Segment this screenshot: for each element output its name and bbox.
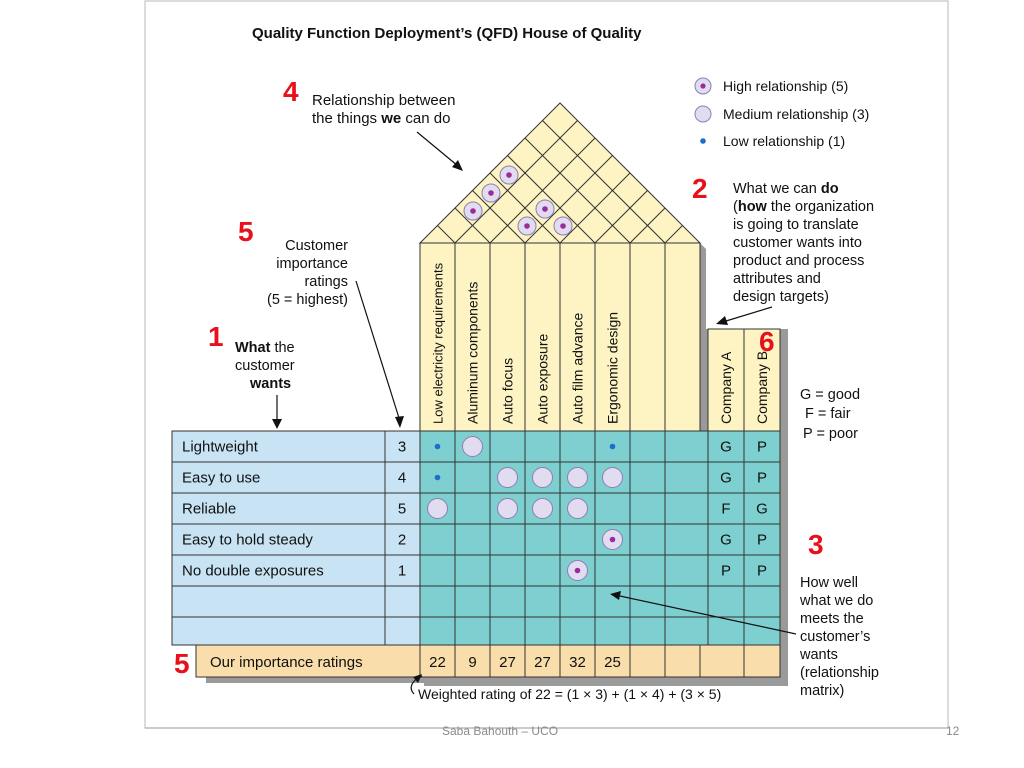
low-relationship-icon <box>435 444 441 450</box>
company-b-grade: P <box>756 531 768 549</box>
medium-relationship-icon <box>533 468 553 488</box>
column-label: Auto film advance <box>569 312 586 424</box>
customer-want: Reliable <box>182 500 237 518</box>
low-relationship-icon <box>700 138 706 144</box>
svg-text:customer’s: customer’s <box>800 629 871 645</box>
marker-matrix: 3 <box>808 529 824 560</box>
svg-text:How well: How well <box>800 575 859 591</box>
customer-want: No double exposures <box>182 562 324 580</box>
company-b-grade: P <box>756 438 768 456</box>
importance-rating: 5 <box>397 500 407 518</box>
column-label: Auto exposure <box>534 333 551 424</box>
high-relationship-dot <box>575 568 581 574</box>
svg-text:(relationship: (relationship <box>800 665 879 681</box>
footer-page-number: 12 <box>946 724 960 738</box>
roof-correlation-dot <box>560 223 566 229</box>
medium-relationship-icon <box>498 468 518 488</box>
company-a-grade: G <box>720 438 732 456</box>
grade-key-poor: P = poor <box>803 426 858 442</box>
importance-total: 25 <box>604 654 621 671</box>
roof-annotation-line1: Relationship between <box>312 92 456 109</box>
what-note-3: wants <box>250 376 292 392</box>
importance-note-3: ratings <box>304 274 348 290</box>
medium-relationship-icon <box>568 468 588 488</box>
svg-text:product and process: product and process <box>733 253 865 269</box>
importance-total: 22 <box>429 654 446 671</box>
totals-label: Our importance ratings <box>210 654 363 671</box>
grade-key-good: G = good <box>800 387 861 403</box>
medium-relationship-icon <box>603 468 623 488</box>
company-a-grade: G <box>720 531 732 549</box>
importance-rating: 3 <box>397 438 407 456</box>
company-label: Company A <box>718 351 734 424</box>
svg-text:matrix): matrix) <box>800 683 845 699</box>
importance-note-1: Customer <box>285 238 348 254</box>
company-a-grade: P <box>720 562 732 580</box>
marker-roof: 4 <box>283 76 299 107</box>
company-a-grade: F <box>721 500 731 518</box>
high-relationship-dot <box>700 83 705 88</box>
customer-want: Lightweight <box>182 438 258 456</box>
column-label: Auto focus <box>499 357 516 424</box>
roof-correlation-dot <box>470 208 476 214</box>
column-label: Aluminum components <box>464 281 481 424</box>
importance-rating: 2 <box>397 531 407 549</box>
marker-competitors: 6 <box>759 326 775 357</box>
importance-total: 32 <box>569 654 586 671</box>
legend-low: Low relationship (1) <box>723 133 846 149</box>
roof-correlation-dot <box>542 206 548 212</box>
roof-correlation-dot <box>524 223 530 229</box>
importance-total: 9 <box>468 654 477 671</box>
importance-note-4: (5 = highest) <box>266 292 348 308</box>
marker-hows: 2 <box>692 173 708 204</box>
importance-note-2: importance <box>276 256 348 272</box>
legend-medium: Medium relationship (3) <box>723 106 870 122</box>
marker-importance: 5 <box>238 216 254 247</box>
low-relationship-icon <box>435 475 441 481</box>
what-note-2: customer <box>235 358 295 374</box>
what-note-1: What the <box>235 340 295 356</box>
column-label: Low electricity requirements <box>430 262 446 424</box>
customer-want: Easy to use <box>182 469 261 487</box>
medium-relationship-icon <box>498 499 518 519</box>
customer-want: Easy to hold steady <box>182 531 313 549</box>
svg-text:meets the: meets the <box>800 611 864 627</box>
low-relationship-icon <box>610 444 616 450</box>
importance-total: 27 <box>499 654 516 671</box>
svg-text:design targets): design targets) <box>733 289 829 305</box>
medium-relationship-icon <box>428 499 448 519</box>
roof-correlation-dot <box>506 172 512 178</box>
medium-relationship-icon <box>533 499 553 519</box>
svg-text:attributes and: attributes and <box>733 271 821 287</box>
company-b-grade: P <box>756 562 768 580</box>
importance-rating: 1 <box>397 562 407 580</box>
medium-relationship-icon <box>568 499 588 519</box>
importance-rating: 4 <box>397 469 407 487</box>
column-label: Ergonomic design <box>604 311 621 424</box>
high-relationship-dot <box>610 537 616 543</box>
company-a-grade: G <box>720 469 732 487</box>
company-label: Company B <box>754 350 770 424</box>
marker-wants: 1 <box>208 321 224 352</box>
svg-text:(how the organization: (how the organization <box>733 199 875 215</box>
svg-text:What we can do: What we can do <box>733 181 839 197</box>
svg-text:wants: wants <box>800 647 838 663</box>
svg-text:what we do: what we do <box>800 593 874 609</box>
footer-author: Saba Bahouth – UCO <box>442 724 559 738</box>
figure-title: Quality Function Deployment’s (QFD) House of Quality <box>252 25 642 42</box>
marker-ratings: 5 <box>174 648 190 679</box>
legend-high: High relationship (5) <box>723 78 849 94</box>
roof-correlation-dot <box>488 190 494 196</box>
weighted-rating-note: Weighted rating of 22 = (1 × 3) + (1 × 4) + (3 × 5) <box>418 686 722 702</box>
roof-annotation-line2: the things we can do <box>312 110 451 127</box>
svg-text:is going to translate: is going to translate <box>733 217 859 233</box>
company-b-grade: G <box>756 500 768 518</box>
importance-total: 27 <box>534 654 551 671</box>
svg-text:customer wants into: customer wants into <box>733 235 862 251</box>
medium-relationship-icon <box>463 437 483 457</box>
company-b-grade: P <box>756 469 768 487</box>
medium-relationship-icon <box>695 106 711 122</box>
grade-key-fair: F = fair <box>805 406 851 422</box>
